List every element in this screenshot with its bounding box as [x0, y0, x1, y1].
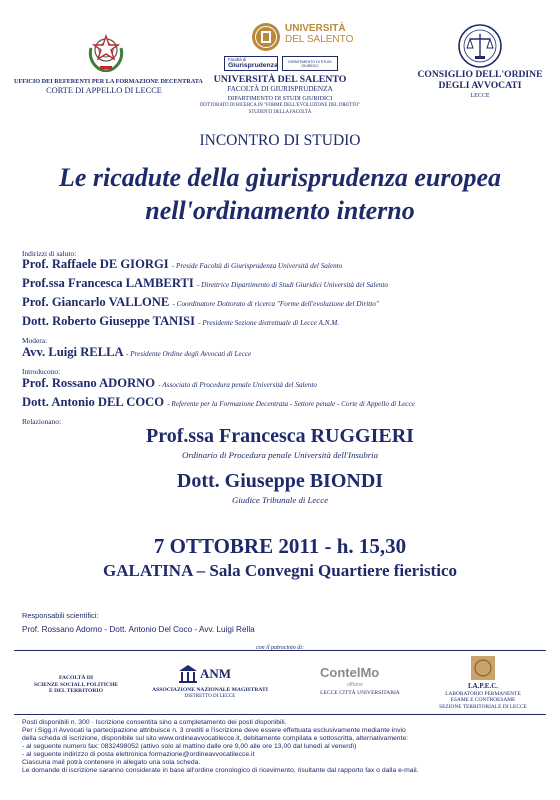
sponsor-lapec-line: LABORATORIO PERMANENTE — [445, 691, 521, 697]
university-name: UNIVERSITÀ DEL SALENTO — [213, 74, 347, 85]
sponsor-faculty-line: FACOLTÀ DI — [58, 675, 94, 681]
footer-line: Posti disponibili n. 300 · Iscrizione consentita sino a completamento dei posti disponibili. — [22, 719, 287, 726]
university-logo-line1: UNIVERSITÀ — [285, 23, 346, 34]
speaker-role: Ordinario di Procedura penale Università dell'Insubria — [182, 450, 378, 460]
introducer-name: Dott. Antonio DEL COCO — [22, 395, 165, 409]
bar-council-seal — [458, 24, 502, 68]
footer-line: Ciascuna mail potrà contenere in allegato una sola scheda. — [22, 759, 201, 766]
patronage-label: con il patrocinio di: — [256, 645, 304, 651]
greeting-role: - Presidente Sezione distrettuale di Lecce A.N.M. — [198, 319, 340, 327]
greeting-role: - Preside Facoltà di Giurisprudenza Università del Salento — [171, 262, 343, 270]
greeting-name: Prof. Raffaele DE GIORGI — [22, 257, 169, 271]
sponsor-lecce — [310, 690, 410, 697]
contelmo-logo-sub: officine — [347, 682, 363, 688]
moderator-name: Avv. Luigi RELLA — [22, 345, 123, 359]
event-date: 7 OTTOBRE 2011 - h. 15,30 — [153, 534, 407, 558]
faculty-badge-small: Facoltà di — [228, 57, 247, 62]
anm-logo-text: ANM — [200, 666, 232, 681]
bar-council-text — [400, 70, 560, 102]
introducer-role: - Associato di Procedura penale Università del Salento — [158, 381, 317, 389]
event-type: INCONTRO DI STUDIO — [199, 132, 361, 149]
greeting-name: Prof.ssa Francesca LAMBERTI — [22, 276, 194, 290]
greeting-name: Dott. Roberto Giuseppe TANISI — [22, 314, 196, 328]
scientific-label: Responsabili scientifici: — [22, 611, 99, 620]
star-wheel-emblem-icon — [86, 30, 126, 72]
footer-line: Le domande di iscrizione saranno considerate in base all'ordine cronologico di ricevimento, risultante dal rapporto fax o dalla e-mail. — [22, 767, 419, 774]
speaker-name: Prof.ssa Francesca RUGGIERI — [146, 425, 414, 447]
greeting-name: Prof. Giancarlo VALLONE — [22, 295, 170, 309]
introducer-name: Prof. Rossano ADORNO — [22, 376, 156, 390]
header-left-line1: UFFICIO DEI REFERENTI PER LA FORMAZIONE DECENTRATA — [14, 78, 203, 85]
greeting-row — [22, 257, 342, 274]
sponsor-faculty-line: E DEL TERRITORIO — [49, 688, 103, 695]
university-logo-line2: DEL SALENTO — [285, 33, 354, 45]
footer-line: della scheda di iscrizione, disponibile sul sito www.ordineavvocatilecce.it, debitamente compilata e sottoscritta, alternativamente: — [22, 735, 409, 742]
event-title-line1: Le ricadute della giurisprudenza europea — [58, 163, 501, 192]
faculty-badge — [224, 56, 278, 71]
bar-council-line2: DEGLI AVVOCATI — [438, 79, 522, 91]
university-seal — [251, 22, 281, 52]
speakers-label: Relazionano: — [22, 417, 61, 426]
header-left-line2: CORTE DI APPELLO DI LECCE — [46, 86, 162, 95]
university-department: DIPARTIMENTO DI STUDI GIURIDICI — [227, 95, 333, 102]
sponsor-anm-line: ASSOCIAZIONE NAZIONALE MAGISTRATI — [152, 687, 268, 693]
moderator-label: Modera: — [22, 336, 48, 345]
event-title-line2: nell'ordinamento interno — [145, 196, 415, 225]
event-venue: GALATINA – Sala Convegni Quartiere fieristico — [103, 561, 457, 580]
speaker-role: Giudice Tribunale di Lecce — [231, 495, 328, 505]
greeting-row — [22, 276, 388, 293]
contelmo-logo — [320, 664, 400, 686]
moderator-row — [22, 345, 251, 362]
sponsor-faculty — [26, 675, 126, 695]
greeting-row — [22, 314, 339, 331]
sponsor-lapec-line: SEZIONE TERRITORIALE DI LECCE — [439, 703, 527, 710]
lapec-seal-icon — [471, 656, 495, 680]
university-students: STUDENTI DELLA FACOLTÀ — [248, 110, 312, 115]
sponsor-faculty-line: SCIENZE SOCIALI, POLITICHE — [33, 681, 119, 688]
greeting-row — [22, 295, 379, 312]
contelmo-logo-text: ContelMo — [320, 665, 380, 680]
department-badge — [282, 56, 338, 71]
footer-line: - al seguente numero fax: 0832498052 (attivo solo al mattino dalle ore 9,00 alle ore 13,00 dal lunedì al venerdì) — [22, 743, 357, 750]
sponsor-lapec-line: ESAME E CONTROESAME — [450, 697, 516, 704]
introducers-label: Introducono: — [22, 367, 61, 376]
anm-emblem-icon — [178, 664, 198, 684]
bar-council-line3: LECCE — [470, 93, 490, 99]
department-badge-text: DIPARTIMENTO DI STUDI GIURIDICI — [288, 59, 332, 68]
lapec-seal — [471, 656, 495, 680]
university-phd: DOTTORATO DI RICERCA IN "FORME DELL'EVOLUZIONE DEL DIRITTO" — [199, 103, 361, 108]
scales-of-justice-icon — [458, 24, 502, 68]
greeting-role: - Direttrice Dipartimento di Studi Giuridici Università del Salento — [196, 281, 388, 289]
scientific-names: Prof. Rossano Adorno - Dott. Antonio Del Coco - Avv. Luigi Rella — [22, 625, 255, 634]
university-seal-icon — [251, 22, 281, 52]
greeting-role: - Coordinatore Dottorato di ricerca "Forme dell'evoluzione del Diritto" — [172, 300, 379, 308]
anm-logo — [178, 664, 244, 684]
university-faculty: FACOLTÀ DI GIURISPRUDENZA — [227, 85, 333, 93]
university-logo-text — [285, 24, 353, 45]
moderator-role: - Presidente Ordine degli Avvocati di Lecce — [126, 350, 252, 358]
sponsor-lapec — [423, 691, 543, 710]
introducer-row — [22, 376, 317, 393]
footer-line: - al seguente indirizzo di posta elettronica formazione@ordineavvocatilecce.it — [22, 751, 255, 758]
faculty-badge-big: Giurisprudenza — [228, 62, 278, 69]
sponsor-anm-line: DISTRETTO DI LECCE — [184, 693, 236, 699]
footer-divider — [14, 714, 546, 715]
introducer-row — [22, 395, 415, 412]
bar-council-line1: CONSIGLIO DELL'ORDINE — [417, 69, 543, 80]
introducer-role: - Referente per la Formazione Decentrata - Settore penale - Corte di Appello di Lecce — [167, 400, 415, 408]
lapec-text: LA.P.E.C. — [467, 682, 499, 690]
footer-line: Per i Sigg.ri Avvocati la partecipazione attribuisce n. 3 crediti e l'iscrizione deve essere effettuata esclusivamente mediante invio — [22, 727, 406, 734]
greetings-label: Indirizzi di saluto: — [22, 249, 77, 258]
sponsor-anm — [140, 687, 280, 700]
speaker-name: Dott. Giuseppe BIONDI — [176, 470, 384, 492]
sponsor-lecce-line: LECCE CITTÀ UNIVERSITARIA — [320, 690, 400, 696]
italian-emblem — [86, 30, 126, 72]
